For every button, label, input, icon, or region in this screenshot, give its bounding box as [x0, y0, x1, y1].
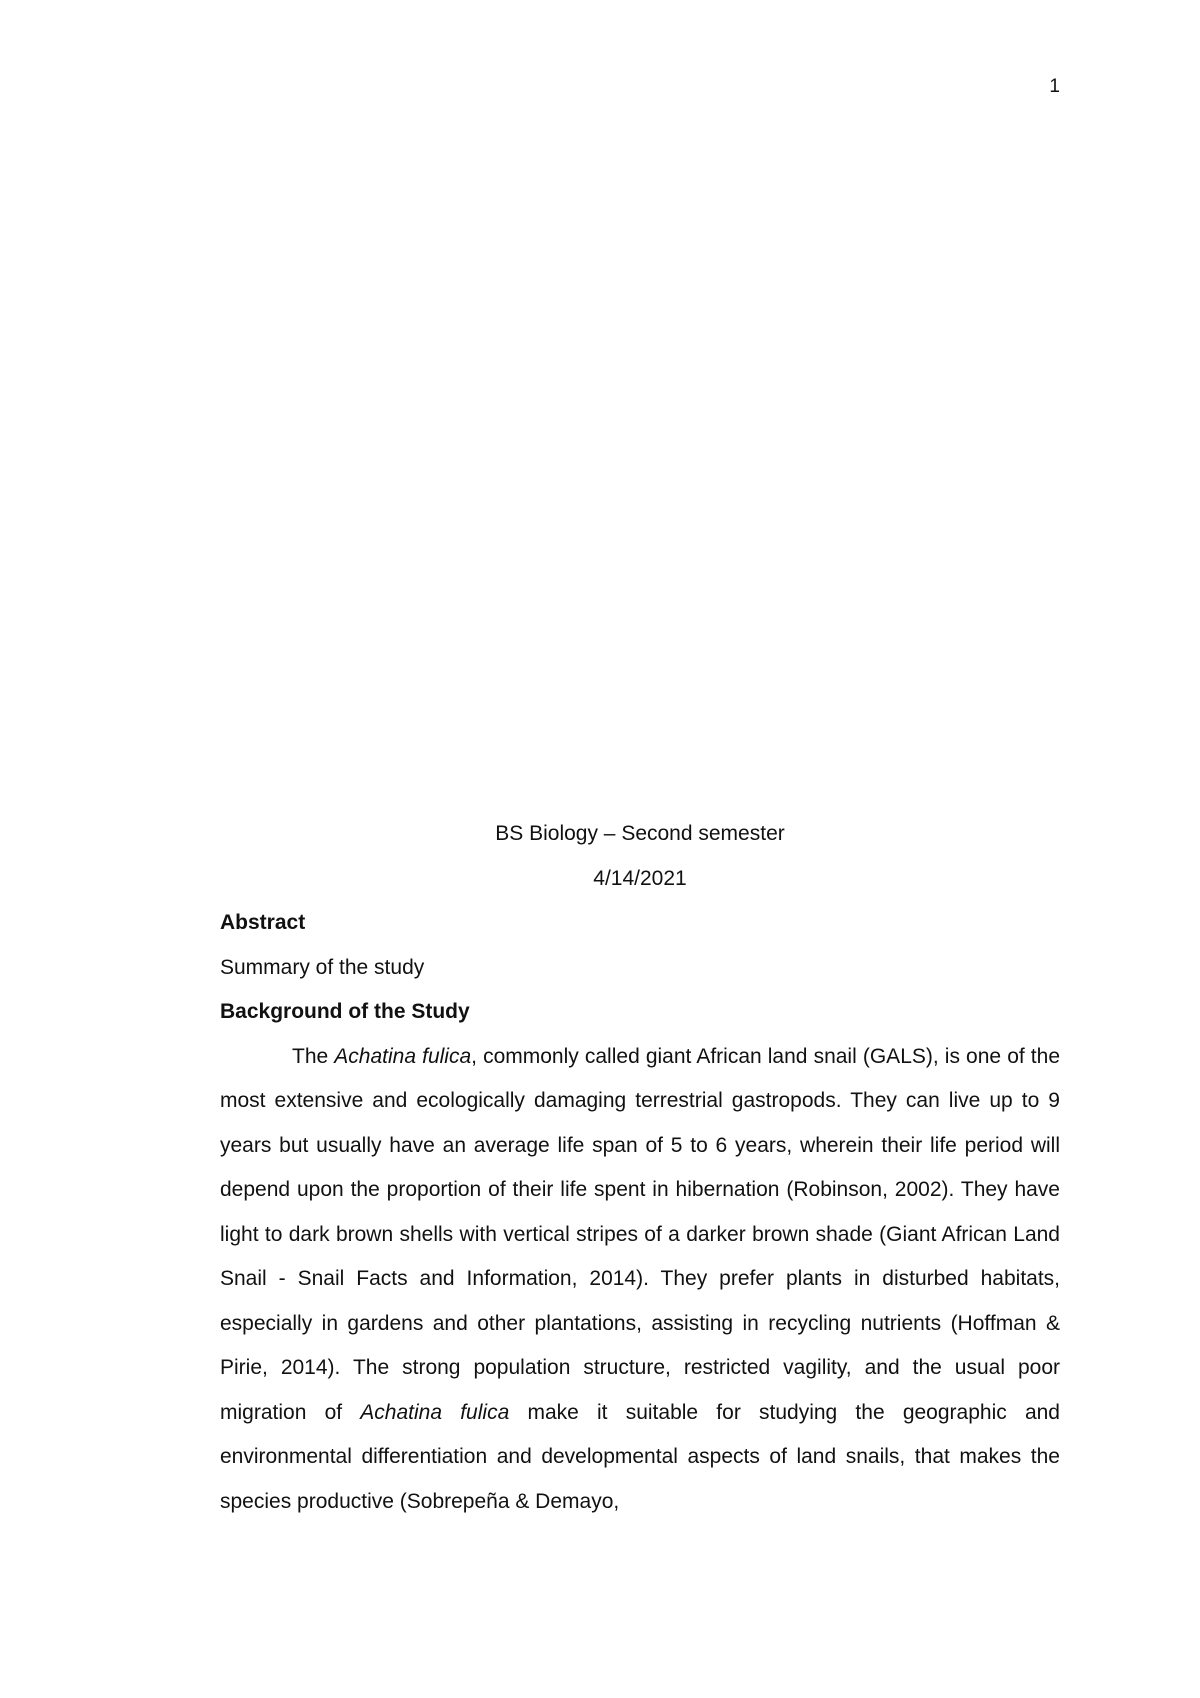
paragraph-text-middle: , commonly called giant African land snail (GALS), is one of the most extensive and ecologically damaging terrestrial gastropods. They can live up to 9 years but usually have an average life span of 5 to 6 years, wherein their life period will depend upon the proportion of their life spent in hibernation (Robinson, 2002). They have light to dark brown shells with vertical stripes of a darker brown shade (Giant African Land Snail - Snail Facts and Information, 2014). They prefer plants in disturbed habitats, especially in gardens and other plantations, assisting in recycling nutrients (Hoffman & Pirie, 2014). The strong population structure, restricted vagility, and the usual poor migration of — [220, 1044, 1060, 1424]
paragraph-text-start: The — [292, 1044, 335, 1068]
date-line: 4/14/2021 — [593, 866, 687, 890]
background-heading: Background of the Study — [220, 1000, 470, 1023]
abstract-heading: Abstract — [220, 911, 306, 934]
abstract-text: Summary of the study — [220, 955, 425, 979]
course-line: BS Biology – Second semester — [495, 822, 785, 845]
page-number: 1 — [1049, 76, 1060, 97]
document-body — [220, 812, 1060, 1524]
species-name: Achatina fulica — [334, 1044, 472, 1068]
paragraph-text-end: make it suitable for studying the geographic and environmental differentiation and developmental aspects of land snails, that makes the species productive (Sobrepeña & Demayo, — [220, 1400, 1060, 1513]
species-name: Achatina fulica — [360, 1400, 510, 1424]
background-paragraph — [220, 1035, 1060, 1525]
